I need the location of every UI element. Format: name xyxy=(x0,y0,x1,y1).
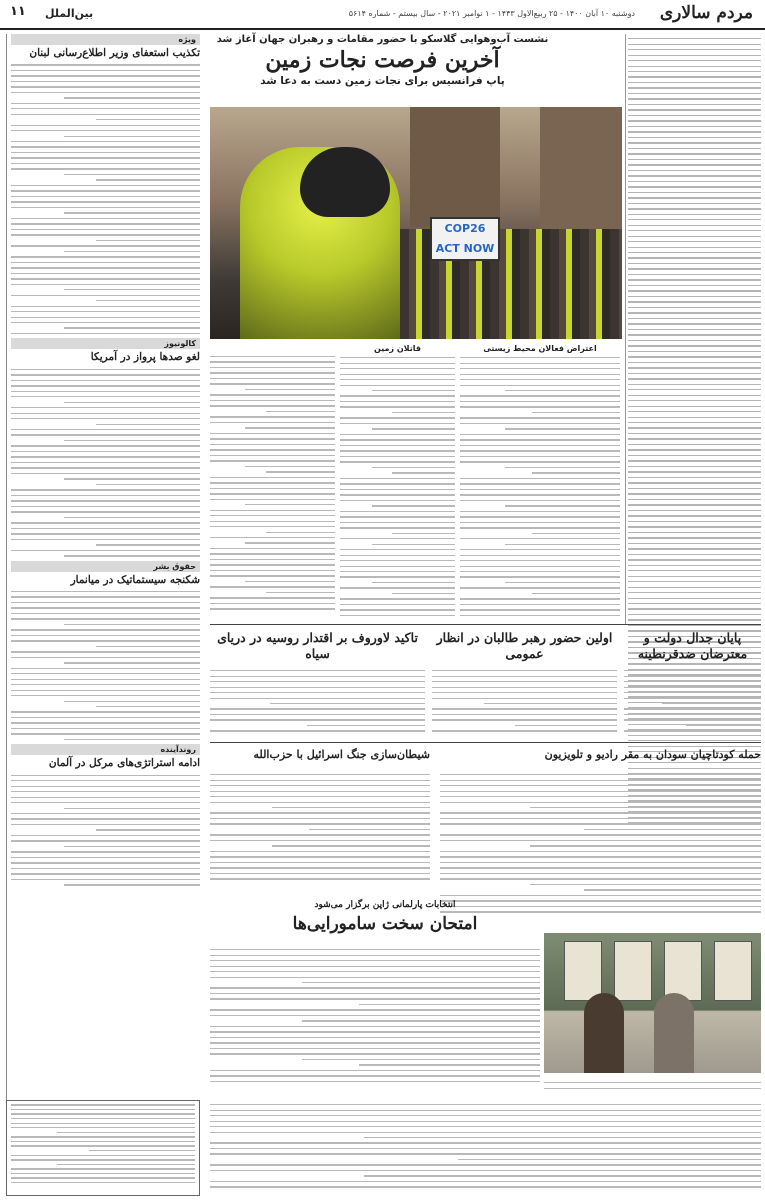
japan-kicker: انتخابات پارلمانی ژاپن برگزار می‌شود xyxy=(314,900,456,910)
box-title: حمله کودتاچیان سودان به مقر رادیو و تلویزیون xyxy=(544,748,761,761)
section-tab: ویژه xyxy=(11,34,200,45)
photo-caption xyxy=(544,1078,761,1098)
masthead xyxy=(0,0,765,30)
brief-text xyxy=(11,64,200,334)
story-column xyxy=(210,344,335,630)
box-text xyxy=(624,666,761,736)
section-tab: کالونیوز xyxy=(11,338,200,349)
brief-text xyxy=(11,369,200,557)
brief-text xyxy=(11,775,200,886)
main-story-header xyxy=(210,34,555,87)
box-title: پایان جدال دولت و معترضان ضدقرنطینه xyxy=(637,630,748,662)
story-column xyxy=(340,344,455,630)
brief-title: لغو صدها پرواز در آمریکا xyxy=(90,351,200,364)
japan-story-text xyxy=(210,945,540,1095)
japan-election-photo xyxy=(544,933,761,1073)
main-kicker: نشست آب‌وهوایی گلاسکو با حضور مقامات و رهبران جهان آغاز شد xyxy=(216,34,549,45)
brief-title: ادامه استراتژی‌های مرکل در آلمان xyxy=(48,757,200,770)
story-column xyxy=(460,344,620,630)
section-tab: حقوق بشر xyxy=(11,561,200,572)
column-title: اعتراض فعالان محیط زیستی xyxy=(483,344,597,353)
brief-title: شکنجه سیستماتیک در میانمار xyxy=(70,573,200,586)
newspaper-name: مردم سالاری xyxy=(659,3,753,23)
main-photo xyxy=(210,107,622,339)
box-text xyxy=(210,666,425,736)
brief-title: تکذیب استعفای وزیر اطلاع‌رسانی لبنان xyxy=(29,47,200,59)
protest-sign: COP26 ACT NOW xyxy=(430,217,500,261)
japan-story-text xyxy=(210,1100,761,1196)
box-title: شیطان‌سازی جنگ اسرائیل با حزب‌الله xyxy=(253,748,430,761)
credits-box xyxy=(6,1100,200,1196)
main-subhead: پاپ فرانسیس برای نجات زمین دست به دعا شد xyxy=(260,75,505,87)
section-tab: روندآینده xyxy=(11,744,200,755)
box-text xyxy=(432,666,617,736)
japan-headline: امتحان سخت سامورایی‌ها xyxy=(292,914,478,934)
page-number: ۱۱ xyxy=(10,4,26,19)
date-line: دوشنبه ۱۰ آبان ۱۴۰۰ - ۲۵ ربیع‌الاول ۱۴۴۳ - ۱ نوامبر ۲۰۲۱ - سال بیستم - شماره ۵۶۱۴ xyxy=(348,9,635,18)
box-title: تاکید لاوروف بر اقتدار روسیه در دریای سیاه xyxy=(217,630,418,662)
column-title: قاتلان زمین xyxy=(374,344,421,353)
section-name: بین‌الملل xyxy=(45,7,94,20)
main-headline: آخرین فرصت نجات زمین xyxy=(265,47,500,73)
box-text xyxy=(210,770,430,895)
left-news-column xyxy=(6,34,200,1196)
box-title: اولین حضور رهبر طالبان در انظار عمومی xyxy=(436,630,613,662)
brief-text xyxy=(11,591,200,740)
